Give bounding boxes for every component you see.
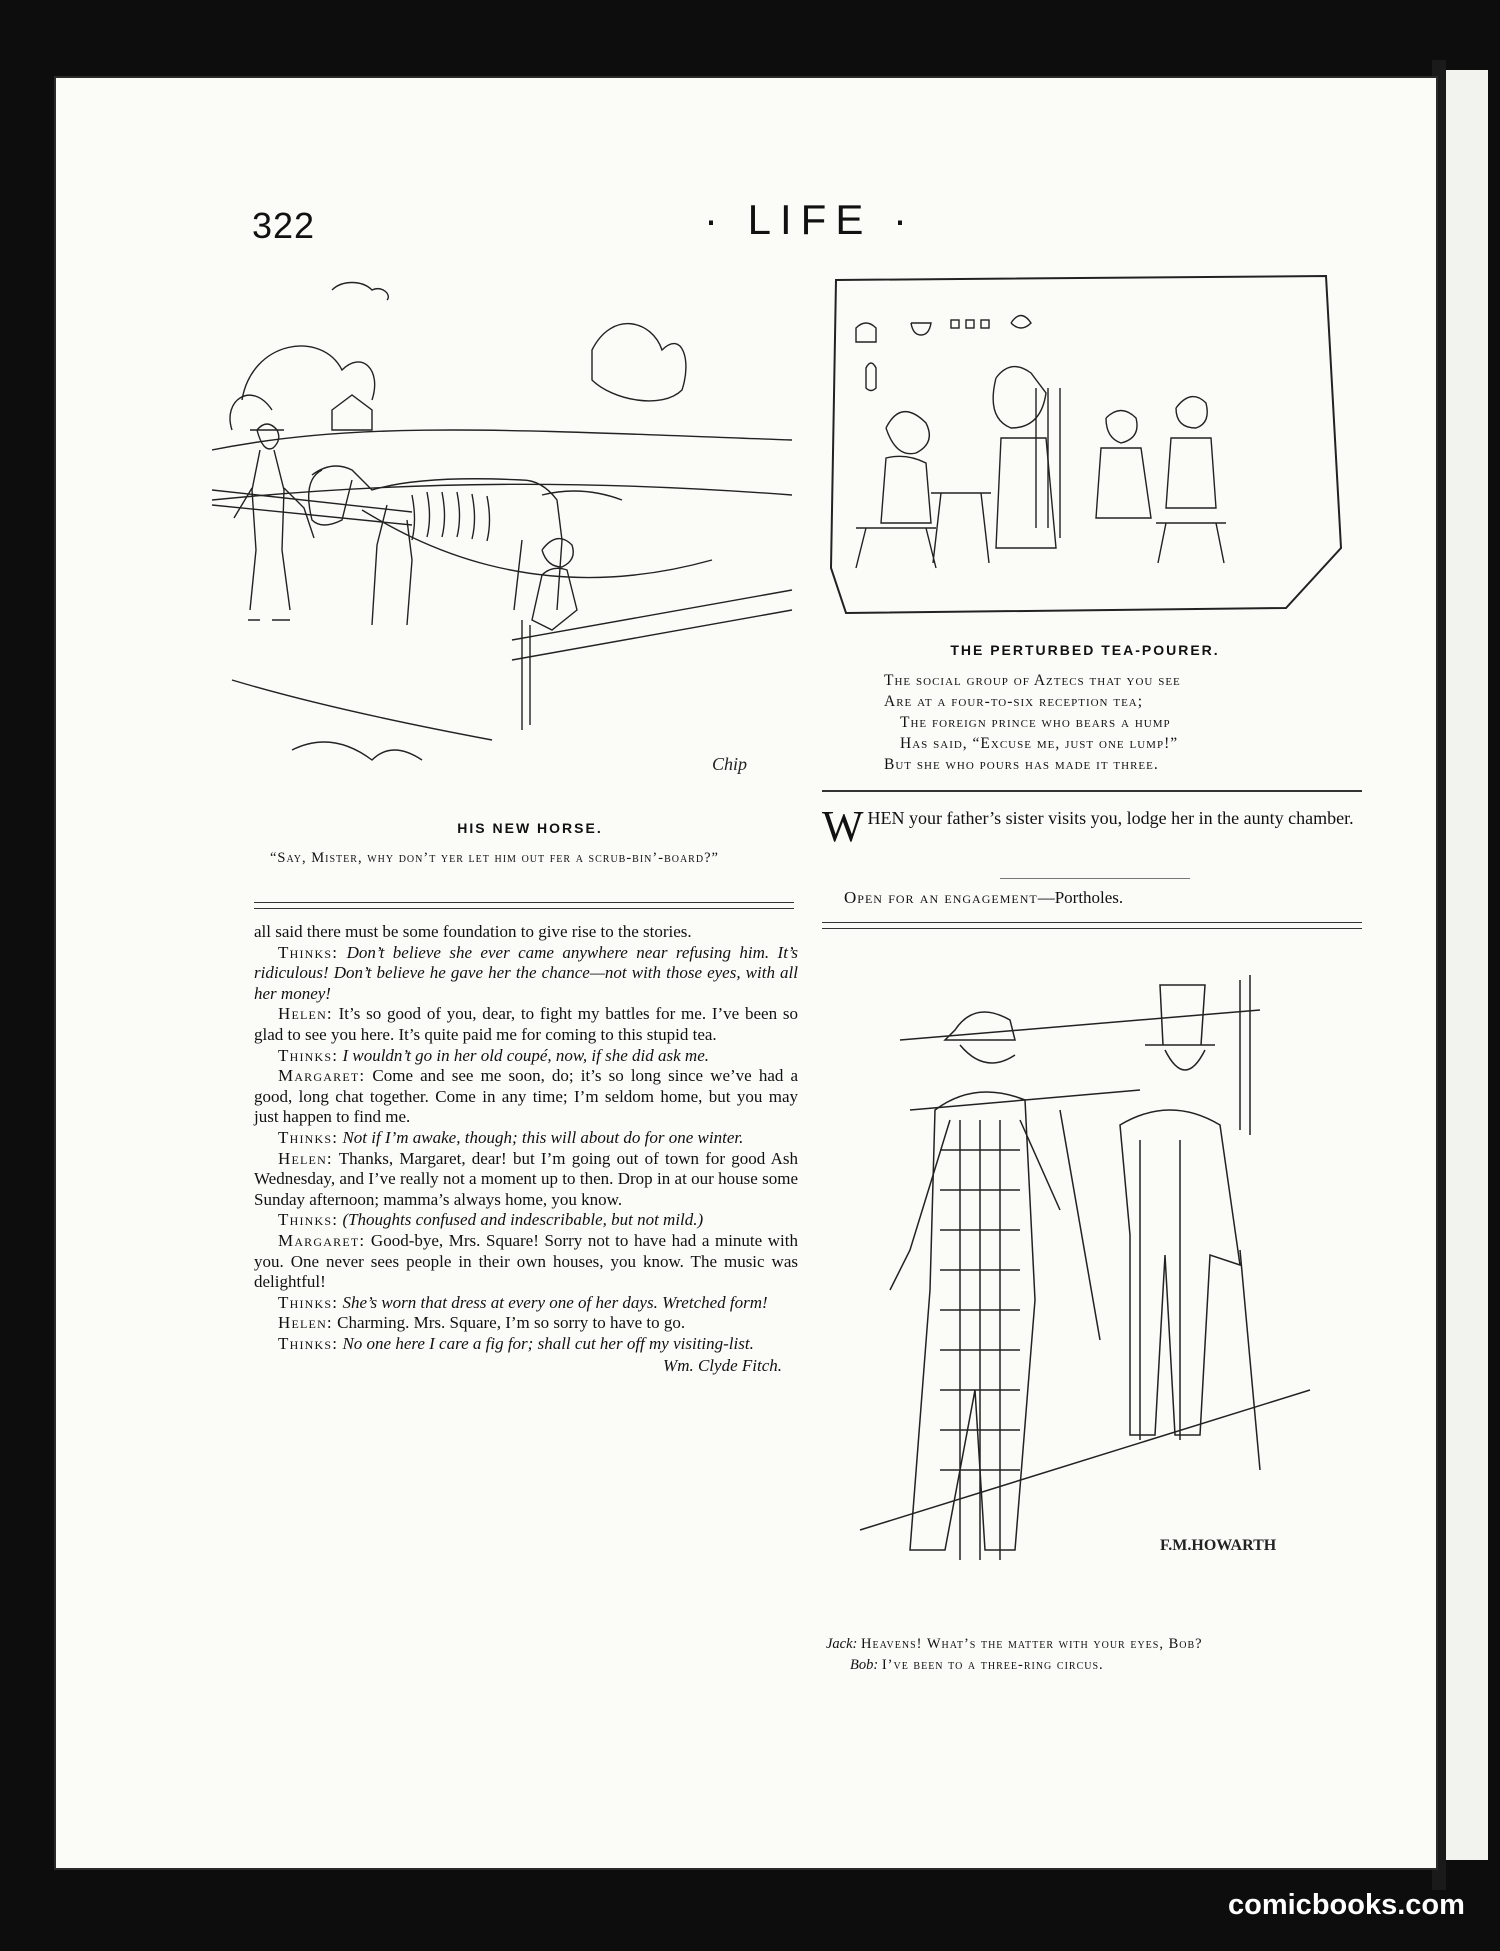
tea-pourer-illustration [826,268,1346,618]
site-watermark: comicbooks.com [1228,1889,1465,1921]
story-opening: all said there must be some foundation to give rise to the stories. [254,922,692,941]
aunty-joke-text: HEN your father’s sister visits you, lodge her in the aunty chamber. [867,808,1354,828]
poem-line: But she who pours has made it three. [884,756,1159,773]
joke-separator [1000,878,1190,879]
horse-caption-title: HIS NEW HORSE. [457,820,603,836]
story-continuation [254,922,798,1377]
jack-artist-signature: F.M.HOWARTH [1160,1537,1277,1554]
poem-line: Are at a four-to-six reception tea; [884,693,1144,710]
masthead-title: · LIFE · [703,196,916,243]
tea-poem [884,670,1284,775]
horse-caption: “Say, Mister, why don’t yer let him out fer a scrub-bin’-board?” [270,850,719,866]
engagement-lead: Open for an engagement [844,888,1038,907]
story-line: Helen: It’s so good of you, dear, to fight my battles for me. I’ve been so glad to see you here. It’s quite paid me for coming to this stupid tea. [254,1004,798,1044]
engagement-joke [844,888,1344,908]
story-line: Thinks: I wouldn’t go in her old coupé, now, if she did ask me. [278,1045,709,1065]
tea-caption-title: THE PERTURBED TEA-POURER. [950,642,1220,658]
jack-and-bob-illustration [840,950,1340,1600]
jack-bob-caption [826,1634,1370,1676]
story-line: Thinks: Don’t believe she ever came anywhere near refusing him. It’s ridiculous! Don’t believe he gave her the chance—not with those eyes, with all her money! [254,942,798,1003]
next-page-edge [1446,70,1488,1860]
engagement-source: —Portholes. [1037,888,1124,907]
story-line: Helen: Charming. Mrs. Square, I’m so sorry to have to go. [278,1313,686,1333]
story-line: Thinks: She’s worn that dress at every one of her days. Wretched form! [278,1292,768,1312]
page-number: 322 [252,205,316,246]
story-line: Margaret: Come and see me soon, do; it’s so long since we’ve had a good, long chat together. Come in any time; I’m seldom home, but you may just happen to find me. [254,1066,799,1127]
story-line: Helen: Thanks, Margaret, dear! but I’m going out of town for good Ash Wednesday, and I’ve really not a moment up to then. Drop in at our house some Sunday afternoon; mamma’s always home, you know. [254,1148,798,1209]
poem-line: Has said, “Excuse me, just one lump!” [900,735,1179,752]
poem-line: The foreign prince who bears a hump [900,714,1171,731]
poem-line: The social group of Aztecs that you see [884,672,1181,689]
engagement-section-rule [822,922,1362,929]
story-line: Margaret: Good-bye, Mrs. Square! Sorry not to have had a minute with you. One never sees people in their own houses, you know. The music was delightful! [254,1230,799,1292]
horse-artist-signature: Chip [712,754,748,774]
drop-cap: W [822,802,864,851]
jack-line: Jack: Heavens! What’s the matter with your eyes, Bob? [826,1636,1203,1652]
aunty-chamber-joke [822,802,1362,851]
story-line: Thinks: No one here I care a fig for; shall cut her off my visiting-list. [278,1333,754,1353]
story-line: Thinks: (Thoughts confused and indescribable, but not mild.) [278,1210,704,1230]
story-line: Thinks: Not if I’m awake, though; this will about do for one winter. [278,1127,744,1147]
bob-line: Bob: I’ve been to a three-ring circus. [850,1657,1104,1673]
story-signature: Wm. Clyde Fitch. [663,1356,782,1376]
horse-section-rule [254,902,794,909]
tea-section-rule [822,790,1362,792]
his-new-horse-illustration [212,280,802,810]
